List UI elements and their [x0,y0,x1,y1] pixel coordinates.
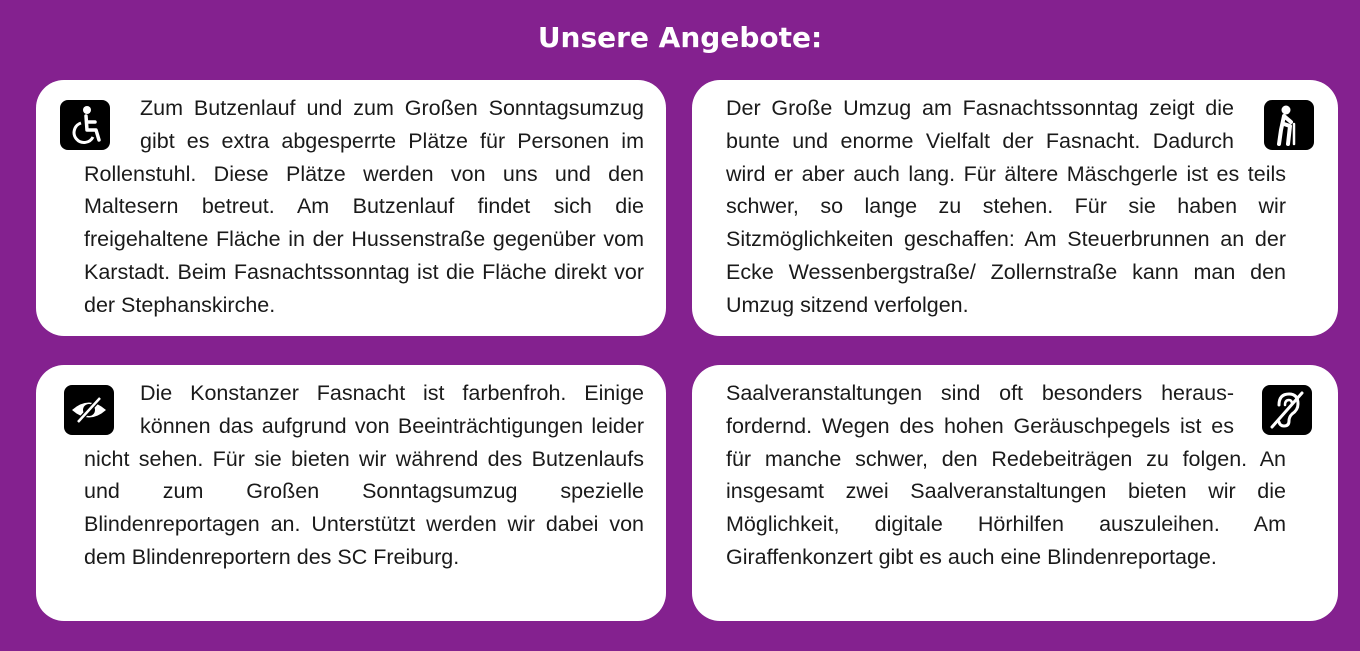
card-blind [36,365,666,621]
card-wheelchair-text: Zum Butzenlauf und zum Großen Sonntagsumzug gibt es extra abgesperrte Plätze für Personen im Rollenstuhl. Diese Plätze werden von uns und den Maltesern betreut. Am Butzenlauf findet sich die freigehaltene Fläche in der Hussenstraße gegenüber vom Karstadt. Beim Fasnachtssonntag ist die Fläche direkt vor der Stephanskirche. [84,96,644,317]
card-hearing-text: Saalveranstaltungen sind oft besonders herausfordernd. Wegen des hohen Geräuschpegels ist es für manche schwer, den Redebeiträgen zu folgen. An insgesamt zwei Saalveranstaltungen bieten wir die Möglichkeit, digitale Hörhilfen auszuleihen. Am Giraffenkonzert gibt es auch eine Blindenreportage. [726,381,1286,569]
page-title: Unsere Angebote: [537,21,823,54]
card-hearing [692,365,1338,621]
card-elderly-text: Der Große Umzug am Fasnachtssonntag zeigt die bunte und enorme Vielfalt der Fasnacht. Dadurch wird er aber auch lang. Für ältere Mäschgerle ist es teils schwer, so lange zu stehen. Für sie haben wir Sitzmöglichkeiten geschaffen: Am Steuerbrunnen an der Ecke Wessenbergstraße/ Zollernstraße kann man den Umzug sitzend verfolgen. [726,96,1286,317]
card-blind-text: Die Konstanzer Fasnacht ist farbenfroh. Einige können das aufgrund von Beeinträchtigungen leider nicht sehen. Für sie bieten wir während des Butzenlaufs und zum Großen Sonntagsumzug spezielle Blindenreportagen an. Unterstützt werden wir dabei von dem Blindenreportern des SC Freiburg. [84,381,644,569]
card-elderly [692,80,1338,336]
card-wheelchair [36,80,666,336]
